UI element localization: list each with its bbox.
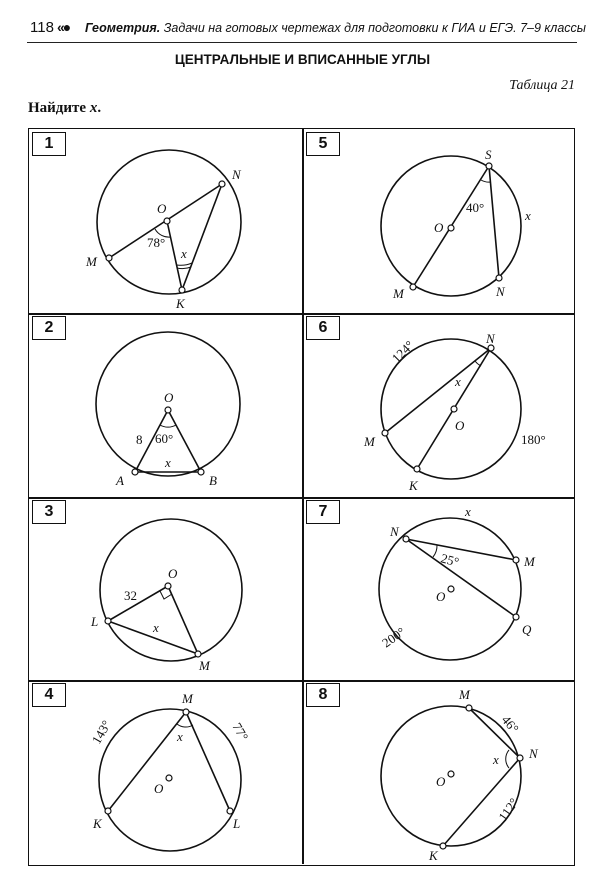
problem-2 <box>29 313 303 497</box>
diagram-1 <box>29 129 303 313</box>
problem-4 <box>29 680 303 864</box>
label-arc2: 77° <box>229 720 252 744</box>
label-arc1: 46° <box>498 712 522 736</box>
label-M: M <box>393 286 404 301</box>
label-N: N <box>496 284 505 299</box>
section-title: ЦЕНТРАЛЬНЫЕ И ВПИСАННЫЕ УГЛЫ <box>174 52 431 67</box>
label-N: N <box>390 524 399 539</box>
task-end: . <box>97 100 102 116</box>
label-side: 32 <box>124 588 137 603</box>
label-O: O <box>157 201 167 216</box>
label-O: O <box>436 774 446 789</box>
label-N: N <box>529 746 538 761</box>
problem-8 <box>303 680 577 864</box>
label-M: M <box>364 434 375 449</box>
problem-number: 7 <box>306 500 340 524</box>
label-M: M <box>524 554 535 569</box>
label-arc2: 180° <box>521 432 546 447</box>
label-M: M <box>182 691 193 706</box>
problem-number: 2 <box>32 316 66 340</box>
label-K: K <box>409 478 418 493</box>
task-variable: x <box>89 100 98 116</box>
problem-number: 6 <box>306 316 340 340</box>
problem-5 <box>303 129 577 313</box>
label-x: x <box>181 246 187 261</box>
problem-6 <box>303 313 577 497</box>
label-x: x <box>493 752 499 767</box>
label-O: O <box>434 220 444 235</box>
task-instruction <box>28 100 101 117</box>
label-x: x <box>153 620 159 635</box>
problem-number: 4 <box>32 683 66 707</box>
label-arc1: 124° <box>388 337 417 366</box>
label-angle: 25° <box>439 550 461 570</box>
diagram-6 <box>303 313 575 497</box>
label-S: S <box>485 147 492 162</box>
label-O: O <box>168 566 178 581</box>
diagram-3 <box>29 497 303 681</box>
table-label: Таблица 21 <box>509 78 575 93</box>
label-angle: 60° <box>155 431 174 446</box>
label-K: K <box>93 816 102 831</box>
label-x: x <box>455 374 461 389</box>
diagram-8 <box>303 680 575 864</box>
problem-number: 1 <box>32 132 66 156</box>
label-O: O <box>164 390 174 405</box>
label-arc2: 112° <box>495 795 522 824</box>
label-x: x <box>465 504 471 519</box>
label-M: M <box>199 658 210 673</box>
label-N: N <box>486 331 495 346</box>
problem-1 <box>29 129 303 313</box>
problem-7 <box>303 497 577 681</box>
label-O: O <box>455 418 465 433</box>
problem-3 <box>29 497 303 681</box>
label-A: A <box>116 473 124 488</box>
diagram-5 <box>303 129 575 313</box>
book-title-main: Геометрия. <box>85 21 161 35</box>
label-N: N <box>232 167 241 182</box>
label-x: x <box>525 208 531 223</box>
diagram-7 <box>303 497 575 680</box>
label-side: 8 <box>136 432 143 447</box>
label-angle: 40° <box>466 200 485 215</box>
problem-number: 3 <box>32 500 66 524</box>
label-O: O <box>436 589 446 604</box>
label-arc: 200° <box>379 624 408 651</box>
label-M: M <box>86 254 97 269</box>
label-x: x <box>165 455 171 470</box>
label-M: M <box>459 687 470 702</box>
label-angle: 78° <box>147 235 166 250</box>
book-subtitle: Задачи на готовых чертежах для подготовки к ГИА и ЕГЭ. 7–9 классы <box>163 21 587 35</box>
diagram-4 <box>29 680 303 864</box>
page-number: 118 <box>30 19 54 36</box>
problem-grid <box>28 128 575 866</box>
bullets-icon: «● <box>57 19 70 35</box>
label-O: O <box>154 781 164 796</box>
label-L: L <box>233 816 241 831</box>
book-title <box>85 21 586 35</box>
diagram-2 <box>29 313 303 497</box>
label-K: K <box>429 848 438 863</box>
problem-number: 5 <box>306 132 340 156</box>
label-Q: Q <box>522 622 532 637</box>
task-text: Найдите <box>28 100 87 116</box>
label-arc1: 143° <box>88 717 114 747</box>
label-K: K <box>176 296 185 311</box>
label-B: B <box>209 473 217 488</box>
label-x: x <box>177 729 183 744</box>
label-L: L <box>91 614 99 629</box>
page-header <box>27 18 587 43</box>
problem-number: 8 <box>306 683 340 707</box>
